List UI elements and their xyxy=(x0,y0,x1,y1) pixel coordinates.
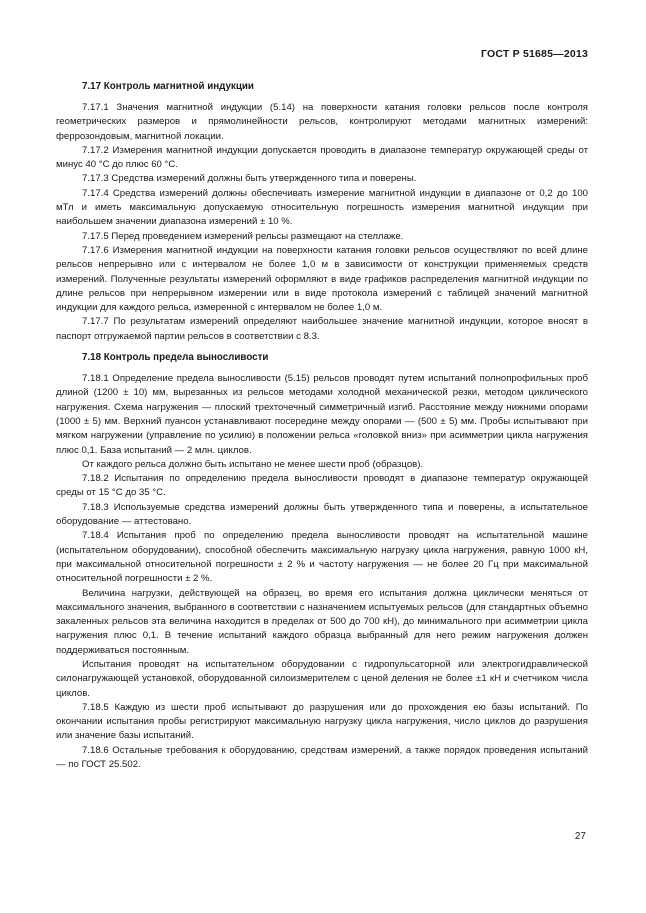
paragraph: От каждого рельса должно быть испытано не менее шести проб (образцов). xyxy=(82,458,424,470)
document-body xyxy=(56,80,588,772)
paragraph: 7.18.2 Испытания по определению предела выносливости проводят в диапазоне температур окружающей среды от 15 °С до 35 °С. xyxy=(56,473,588,499)
document-code: ГОСТ Р 51685—2013 xyxy=(480,48,588,60)
paragraph: 7.18.1 Определение предела выносливости (5.15) рельсов проводят путем испытаний полнопрофильных проб длиной (1200 ± 10) мм, вырезанных из рельсов методами холодной механической резки, методом циклического нагружения. Схема нагружения — плоский трехточечный симметричный изгиб. Расстояние между нижними опорами (1000 ± 5) мм. Верхний пуансон устанавливают посередине между опорами — (500 ± 5) мм. Пробы испытывают при мягком нагружении (управление по усилию) в положении рельса «головкой вниз» при асимметрии цикла нагружения плюс 0,1. База испытаний — 2 млн. циклов. xyxy=(56,373,588,456)
paragraph: Величина нагрузки, действующей на образец, во время его испытания должна циклически меняться от максимального значения, выбранного в соответствии с назначением испытуемых рельсов (для стандартных объемно закаленных рельсов эта величина находится в пределах от 500 до 700 кН), до минимального при асимметрии цикла нагружения плюс 0,1. В течение испытаний каждого образца выбранный для него режим нагружения должен поддерживаться постоянным. xyxy=(56,587,588,656)
paragraph: 7.18.5 Каждую из шести проб испытывают до разрушения или до прохождения ею базы испытаний. По окончании испытания пробы регистрируют максимальную нагрузку цикла нагружения, число циклов до разрушения или значение базы испытаний. xyxy=(56,701,588,742)
paragraph: 7.17.1 Значения магнитной индукции (5.14) на поверхности катания головки рельсов после контроля геометрических размеров и прямолинейности рельсов, контролируют методами магнитных измерений: феррозондовым, магнитной локации. xyxy=(56,102,588,142)
paragraph: 7.17.2 Измерения магнитной индукции допускается проводить в диапазоне температур окружающей среды от минус 40 °С до плюс 60 °С. xyxy=(56,144,588,171)
paragraph: Испытания проводят на испытательном оборудовании с гидропульсаторной или электрогидравлической силонагружающей установкой, оборудованной силоизмерителем с ценой деления не более ±1 кН и счетчиком числа циклов. xyxy=(56,658,588,699)
paragraph: 7.17.6 Измерения магнитной индукции на поверхности катания головки рельсов осуществляют по всей длине рельсов непрерывно или с интервалом не более 1,0 м в зависимости от конструкции применяемых средств измерений. Полученные результаты измерений оформляют в виде графиков распределения магнитной индукции по длине рельсов при непрерывном измерении или в виде протокола измерений с таблицей значений магнитной индукции для каждого рельса, измеренной с интервалом не более 1,0 м. xyxy=(56,244,588,314)
paragraph: 7.17.3 Средства измерений должны быть утвержденного типа и поверены. xyxy=(82,173,417,185)
paragraph: 7.18.6 Остальные требования к оборудованию, средствам измерений, а также порядок проведения испытаний — по ГОСТ 25.502. xyxy=(56,744,588,771)
paragraph: 7.18.3 Используемые средства измерений должны быть утвержденного типа и поверены, а испытательное оборудование — аттестовано. xyxy=(56,501,588,528)
paragraph: 7.17.7 По результатам измерений определяют наибольшее значение магнитной индукции, которое вносят в паспорт отгружаемой партии рельсов в соответствии с 8.3. xyxy=(56,316,588,342)
paragraph: 7.17.5 Перед проведением измерений рельсы размещают на стеллаже. xyxy=(82,230,404,242)
page-number: 27 xyxy=(574,831,586,842)
paragraph: 7.17.4 Средства измерений должны обеспечивать измерение магнитной индукции в диапазоне от 0,2 до 100 мТл и иметь максимальную допускаемую относительную погрешность измерения магнитной индукции при наибольшем значении диапазона измерений ± 10 %. xyxy=(56,187,588,228)
paragraph: 7.18.4 Испытания проб по определению предела выносливости проводят на испытательной машине (испытательном оборудовании), способной обеспечить максимальную нагрузку цикла нагружения, равную 1000 кН, при максимальной относительной погрешности ± 2 % и частоту нагружения — не более 20 Гц при максимальной относительной погрешности ± 2 %. xyxy=(56,530,588,585)
section-heading-endurance-limit: 7.18 Контроль предела выносливости xyxy=(82,352,269,364)
section-heading-magnetic-induction: 7.17 Контроль магнитной индукции xyxy=(82,81,254,92)
